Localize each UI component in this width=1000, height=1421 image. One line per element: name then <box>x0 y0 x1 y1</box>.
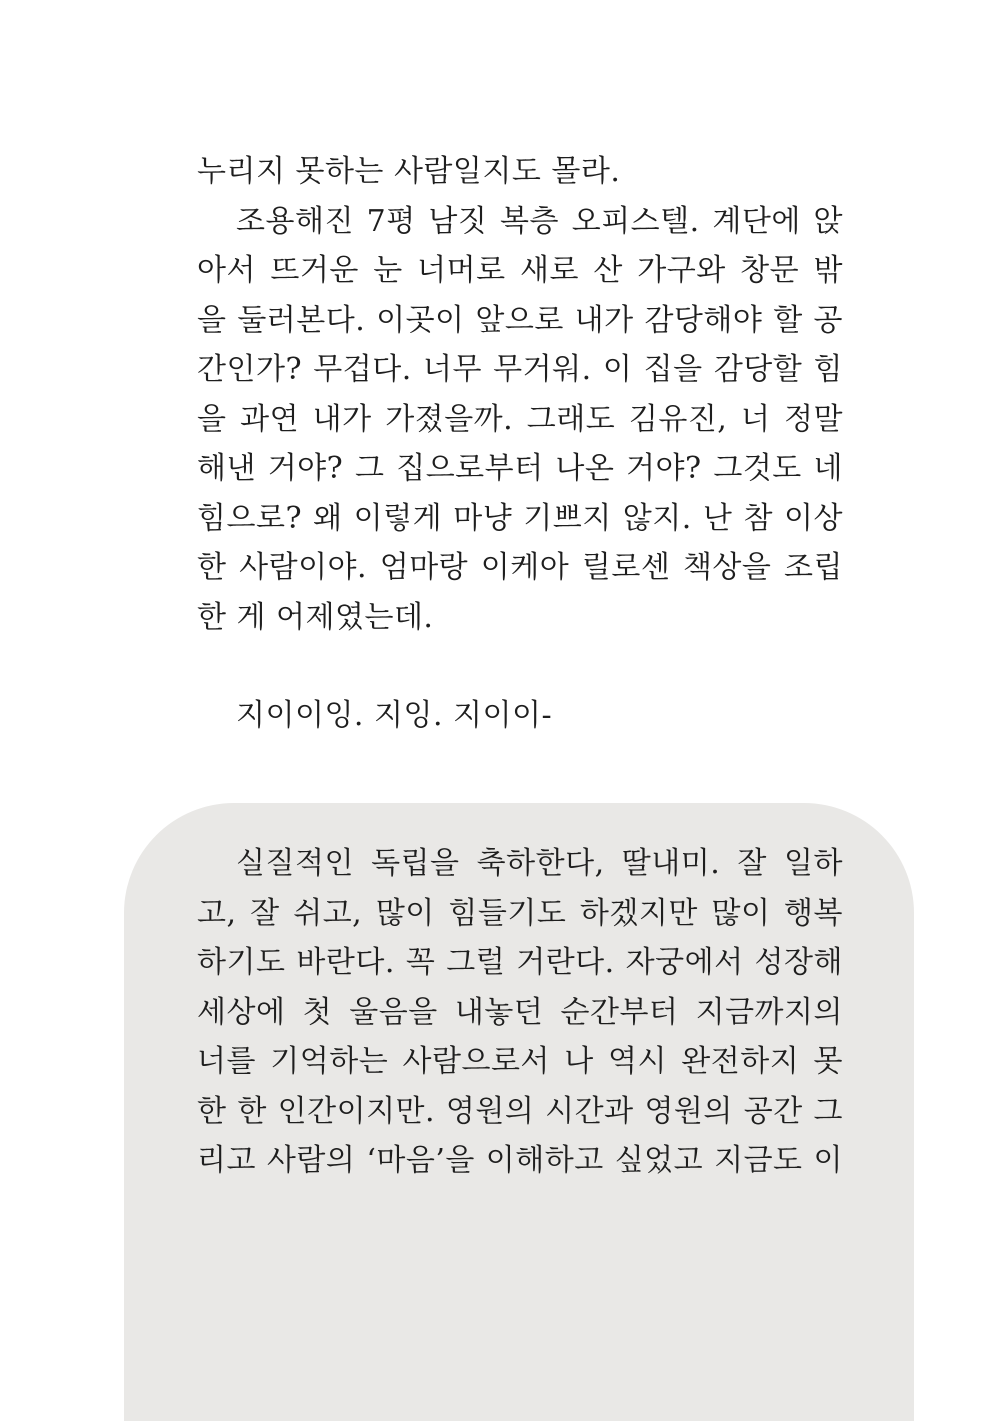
narrative-line-3: 아서 뜨거운 눈 너머로 새로 산 가구와 창문 밖 <box>197 253 843 288</box>
narrative-line-2: 조용해진 7평 남짓 복층 오피스텔. 계단에 앉 <box>236 204 843 239</box>
letter-line-1: 실질적인 독립을 축하한다, 딸내미. 잘 일하 <box>236 846 843 881</box>
letter-line-2: 고, 잘 쉬고, 많이 힘들기도 하겠지만 많이 행복 <box>197 896 843 931</box>
letter-line-5: 너를 기억하는 사람으로서 나 역시 완전하지 못 <box>197 1044 843 1079</box>
narrative-line-9: 한 사람이야. 엄마랑 이케아 릴로센 책상을 조립 <box>197 550 843 585</box>
letter-line-3: 하기도 바란다. 꼭 그럴 거란다. 자궁에서 성장해 <box>197 945 843 980</box>
letter-line-6: 한 한 인간이지만. 영원의 시간과 영원의 공간 그 <box>197 1094 843 1129</box>
letter-line-7: 리고 사람의 ‘마음’을 이해하고 싶었고 지금도 이 <box>197 1143 843 1178</box>
narrative-line-1: 누리지 못하는 사람일지도 몰라. <box>197 154 621 189</box>
narrative-line-4: 을 둘러본다. 이곳이 앞으로 내가 감당해야 할 공 <box>197 303 843 338</box>
narrative-line-5: 간인가? 무겁다. 너무 무거워. 이 집을 감당할 힘 <box>197 352 843 387</box>
narrative-line-8: 힘으로? 왜 이렇게 마냥 기쁘지 않지. 난 참 이상 <box>197 501 843 536</box>
narrative-line-10: 한 게 어제였는데. <box>197 600 434 635</box>
narrative-line-6: 을 과연 내가 가졌을까. 그래도 김유진, 너 정말 <box>197 402 843 437</box>
narrative-line-7: 해낸 거야? 그 집으로부터 나온 거야? 그것도 네 <box>197 451 843 486</box>
letter-line-4: 세상에 첫 울음을 내놓던 순간부터 지금까지의 <box>197 995 843 1030</box>
sound-effect-line: 지이이잉. 지잉. 지이이- <box>236 698 553 733</box>
